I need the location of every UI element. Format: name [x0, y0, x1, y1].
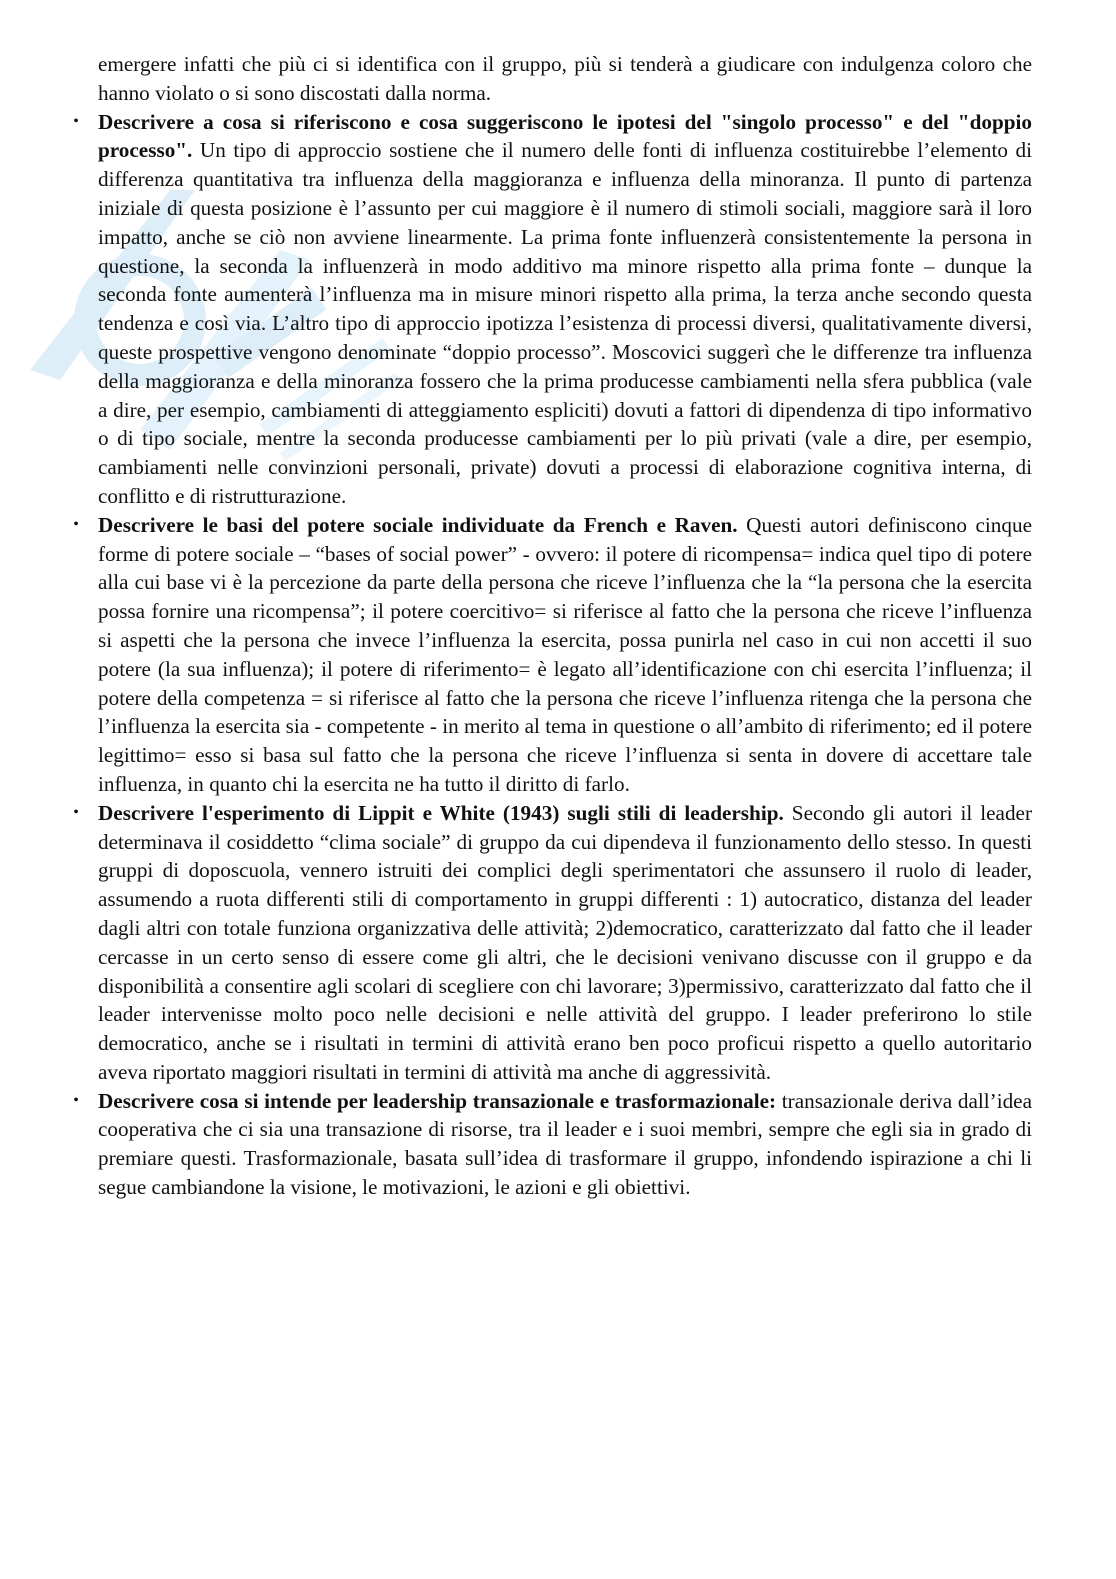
question-heading: Descrivere le basi del potere sociale individuate da French e Raven. [98, 512, 738, 537]
bullet-icon: • [73, 112, 79, 130]
answer-text: Un tipo di approccio sostiene che il numero delle fonti di influenza costituirebbe l’elemento di differenza quantitativa tra influenza della maggioranza e influenza della minoranza. Il punto di partenza iniziale di questa posizione è l’assunto per cui maggiore è il numero di stimoli sociali, maggiore sarà il loro impatto, anche se ciò non avviene linearmente. La prima fonte influenzerà consistentemente la persona in questione, la seconda la influenzerà in modo additivo ma minore rispetto alla prima fonte – dunque la seconda fonte aumenterà l’influenza ma in misure minori rispetto alla prima, la terza anche secondo questa tendenza e così via. L’altro tipo di approccio ipotizza l’esistenza di processi diversi, qualitativamente diversi, queste prospettive vengono denominate “doppio processo”. Moscovici suggerì che le differenze tra influenza della maggioranza e della minoranza fossero che la prima producesse cambiamenti nella sfera pubblica (vale a dire, per esempio, cambiamenti di atteggiamento espliciti) dovuti a fattori di dipendenza di tipo informativo o di tipo sociale, mentre la seconda producesse cambiamenti per lo più privati (vale a dire, per esempio, cambiamenti nelle convinzioni personali, private) dovuti a processi di elaborazione cognitiva interna, di conflitto e di ristrutturazione. [98, 138, 1032, 508]
question-heading: Descrivere l'esperimento di Lippit e White (1943) sugli stili di leadership. [98, 800, 784, 825]
bullet-icon: • [73, 803, 79, 821]
answer-text: Secondo gli autori il leader determinava il cosiddetto “clima sociale” di gruppo da cui dipendeva il funzionamento dello stesso. In questi gruppi di doposcuola, vennero istruiti dei complici degli sperimentatori che assunsero il ruolo di leader, assumendo a ruota differenti stili di comportamento in gruppi differenti : 1) autocratico, distanza del leader dagli altri con totale funziona organizzativa delle attività; 2)democratico, caratterizzato dal fatto che il leader cercasse in un certo senso di essere come gli altri, che le decisioni venivano discusse con il gruppo e da disponibilità a consentire agli scolari di scegliere con chi lavorare; 3)permissivo, caratterizzato dal fatto che il leader intervenisse molto poco nelle decisioni e nelle attività del gruppo. I leader preferirono lo stile democratico, anche se i risultati in termini di attività erano ben poco proficui rispetto a quello autoritario aveva riportato maggiori risultati in termini di attività ma anche di aggressività. [98, 800, 1032, 1084]
answer-text: transazionale deriva dall’idea cooperativa che ci sia una transazione di risorse, tra il leader e i suoi membri, sempre che egli sia in grado di premiare questi. Trasformazionale, basata sull’idea di trasformare il gruppo, infondendo ispirazione a chi li segue cambiandone la visione, le motivazioni, le azioni e gli obiettivi. [98, 1088, 1032, 1200]
bullet-icon: • [73, 1091, 79, 1109]
list-item [73, 511, 1032, 799]
bullet-icon: • [73, 515, 79, 533]
list-item [73, 799, 1032, 1087]
list-item [73, 108, 1032, 511]
intro-paragraph: emergere infatti che più ci si identifica con il gruppo, più si tenderà a giudicare con indulgenza coloro che hanno violato o si sono discostati dalla norma. [98, 52, 1032, 105]
answer-text: Questi autori definiscono cinque forme di potere sociale – “bases of social power” - ovvero: il potere di ricompensa= indica quel tipo di potere alla cui base vi è la percezione da parte della persona che riceve l’influenza che la “la persona che la esercita possa fornire una ricompensa”; il potere coercitivo= si riferisce al fatto che la persona che riceve l’influenza si aspetti che la persona che invece l’influenza la esercita, possa punirla nel caso in cui non accetti il suo potere (la sua influenza); il potere di riferimento= è legato all’identificazione con chi esercita l’influenza; il potere della competenza = si riferisce al fatto che la persona che riceve l’influenza ritenga che la persona che l’influenza la esercita sia - competente - in merito al tema in questione o all’ambito di riferimento; ed il potere legittimo= esso si basa sul fatto che la persona che riceve l’influenza si senta in dovere di accettare tale influenza, in quanto chi la esercita ne ha tutto il diritto di farlo. [98, 512, 1032, 796]
question-list [73, 108, 1032, 1202]
document-body [73, 50, 1032, 1202]
question-heading: Descrivere a cosa si riferiscono e cosa suggeriscono le ipotesi del "singolo processo" e del "doppio processo". [98, 109, 1032, 163]
list-item [73, 1087, 1032, 1202]
question-heading: Descrivere cosa si intende per leadership transazionale e trasformazionale: [98, 1088, 777, 1113]
